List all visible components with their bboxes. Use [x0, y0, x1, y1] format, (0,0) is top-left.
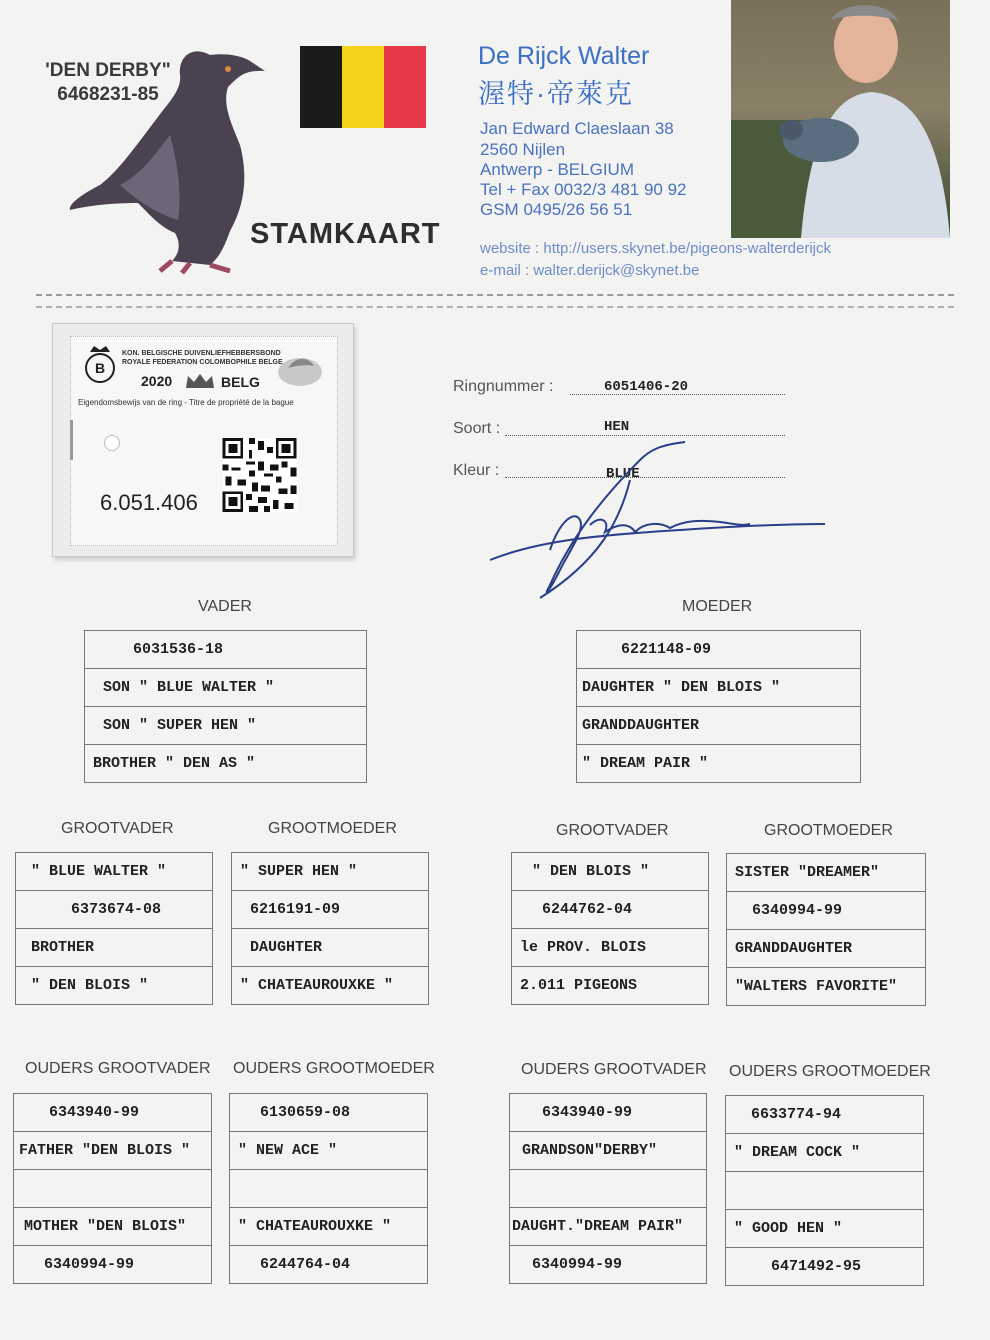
ouders-grootmoeder-moeder-box [725, 1095, 924, 1286]
moeder-heading: MOEDER [682, 598, 753, 615]
breeder-name: De Rijck Walter [478, 42, 650, 70]
gm-vader-line-4: " CHATEAUROUXKE " [232, 967, 429, 1005]
breeder-address: Jan Edward Claeslaan 38 [480, 119, 674, 138]
color-label: Kleur : [453, 462, 500, 479]
gv-moeder-line-3: le PROV. BLOIS [512, 929, 709, 967]
photo-figure [731, 0, 950, 238]
vader-heading: VADER [198, 598, 252, 615]
ogm-moeder-line-1: 6633774-94 [726, 1096, 924, 1134]
sex-value: HEN [604, 419, 630, 435]
flag-yellow [342, 46, 384, 128]
gm-vader-line-2: 6216191-09 [232, 891, 429, 929]
crown-icon [184, 372, 216, 390]
ogv-vader-line-2: FATHER "DEN BLOIS " [14, 1132, 212, 1170]
breeder-website[interactable]: website : http://users.skynet.be/pigeons-walterderijck [480, 240, 831, 257]
vader-line-3: SON " SUPER HEN " [85, 707, 367, 745]
ogv-vader-line-1: 6343940-99 [14, 1094, 212, 1132]
ogm-vader-line-2: " NEW ACE " [230, 1132, 428, 1170]
vader-box [84, 630, 367, 783]
ring-year: 2020 [141, 373, 173, 389]
grootmoeder-vader-box [231, 852, 429, 1005]
bird-ring-number: 6468231-85 [57, 84, 159, 105]
sex-label: Soort : [453, 420, 501, 437]
ogm-moeder-line-3 [726, 1172, 924, 1210]
ouders-grootvader-heading: OUDERS GROOTVADER [521, 1061, 707, 1078]
ogv-moeder-line-4: DAUGHT."DREAM PAIR" [510, 1208, 707, 1246]
ogm-vader-line-1: 6130659-08 [230, 1094, 428, 1132]
ring-number-value: 6051406-20 [604, 379, 689, 395]
signature-icon [480, 440, 830, 600]
ogv-moeder-line-3 [510, 1170, 707, 1208]
vader-line-2: SON " BLUE WALTER " [85, 669, 367, 707]
gv-moeder-line-1: " DEN BLOIS " [512, 853, 709, 891]
ouders-grootvader-heading: OUDERS GROOTVADER [25, 1060, 211, 1077]
flag-red [384, 46, 426, 128]
moeder-box [576, 630, 861, 783]
ouders-grootvader-vader-box [13, 1093, 212, 1284]
ogv-moeder-line-5: 6340994-99 [510, 1246, 707, 1284]
ouders-grootmoeder-vader-box [229, 1093, 428, 1284]
grootvader-moeder-box [511, 852, 709, 1005]
gm-moeder-line-1: SISTER "DREAMER" [727, 854, 926, 892]
breeder-gsm: GSM 0495/26 56 51 [480, 200, 633, 219]
belgian-flag [300, 46, 426, 128]
ring-country: BELG [221, 374, 260, 390]
card-edge [70, 420, 73, 460]
gv-vader-line-2: 6373674-08 [16, 891, 213, 929]
ouders-grootvader-moeder-box [509, 1093, 707, 1284]
breeder-chinese-name: 渥特·帝萊克 [478, 79, 634, 109]
dotted-line [505, 434, 785, 436]
divider [36, 294, 954, 296]
page-title: STAMKAART [250, 218, 441, 250]
grootvader-vader-box [15, 852, 213, 1005]
ogv-vader-line-3 [14, 1170, 212, 1208]
grootmoeder-heading: GROOTMOEDER [764, 822, 893, 839]
ogm-moeder-line-2: " DREAM COCK " [726, 1134, 924, 1172]
federation-name [122, 349, 283, 367]
gv-moeder-line-2: 6244762-04 [512, 891, 709, 929]
breeder-photo [731, 0, 950, 238]
pigeon-logo-icon [274, 348, 324, 388]
gv-vader-line-1: " BLUE WALTER " [16, 853, 213, 891]
ouders-grootmoeder-heading: OUDERS GROOTMOEDER [729, 1063, 931, 1080]
moeder-line-4: " DREAM PAIR " [577, 745, 861, 783]
gm-moeder-line-2: 6340994-99 [727, 892, 926, 930]
moeder-line-3: GRANDDAUGHTER [577, 707, 861, 745]
ogm-vader-line-4: " CHATEAUROUXKE " [230, 1208, 428, 1246]
ogm-vader-line-5: 6244764-04 [230, 1246, 428, 1284]
color-value: BLUE [606, 466, 640, 482]
flag-black [300, 46, 342, 128]
ogv-moeder-line-2: GRANDSON"DERBY" [510, 1132, 707, 1170]
federation-fr: ROYALE FEDERATION COLOMBOPHILE BELGE [122, 359, 283, 366]
gm-vader-line-3: DAUGHTER [232, 929, 429, 967]
gv-vader-line-3: BROTHER [16, 929, 213, 967]
ogv-vader-line-4: MOTHER "DEN BLOIS" [14, 1208, 212, 1246]
divider [36, 306, 954, 308]
vader-line-4: BROTHER " DEN AS " [85, 745, 367, 783]
ogm-moeder-line-5: 6471492-95 [726, 1248, 924, 1286]
grootmoeder-heading: GROOTMOEDER [268, 820, 397, 837]
grootmoeder-moeder-box [726, 853, 926, 1006]
gm-moeder-line-3: GRANDDAUGHTER [727, 930, 926, 968]
gv-vader-line-4: " DEN BLOIS " [16, 967, 213, 1005]
breeder-tel: Tel + Fax 0032/3 481 90 92 [480, 180, 687, 199]
gv-moeder-line-4: 2.011 PIGEONS [512, 967, 709, 1005]
moeder-line-1: 6221148-09 [577, 631, 861, 669]
moeder-line-2: DAUGHTER " DEN BLOIS " [577, 669, 861, 707]
ouders-grootmoeder-heading: OUDERS GROOTMOEDER [233, 1060, 435, 1077]
ogv-vader-line-5: 6340994-99 [14, 1246, 212, 1284]
punch-hole [104, 435, 120, 451]
ogm-vader-line-3 [230, 1170, 428, 1208]
svg-text:B: B [94, 360, 106, 376]
breeder-region: Antwerp - BELGIUM [480, 160, 634, 179]
gm-moeder-line-4: "WALTERS FAVORITE" [727, 968, 926, 1006]
vader-line-1: 6031536-18 [85, 631, 367, 669]
gm-vader-line-1: " SUPER HEN " [232, 853, 429, 891]
grootvader-heading: GROOTVADER [61, 820, 174, 837]
ring-card-number: 6.051.406 [100, 490, 198, 515]
bird-name: 'DEN DERBY" [45, 60, 171, 81]
ogm-moeder-line-4: " GOOD HEN " [726, 1210, 924, 1248]
grootvader-heading: GROOTVADER [556, 822, 669, 839]
ownership-text: Eigendomsbewijs van de ring - Titre de propriété de la bague [78, 398, 294, 407]
qr-code-icon [222, 438, 297, 512]
ring-number-label: Ringnummer : [453, 378, 554, 395]
crest-icon [82, 344, 118, 386]
breeder-city: 2560 Nijlen [480, 140, 566, 159]
federation-nl: KON. BELGISCHE DUIVENLIEFHEBBERSBOND [122, 350, 281, 357]
ogv-moeder-line-1: 6343940-99 [510, 1094, 707, 1132]
breeder-email[interactable]: e-mail : walter.derijck@skynet.be [480, 262, 700, 279]
